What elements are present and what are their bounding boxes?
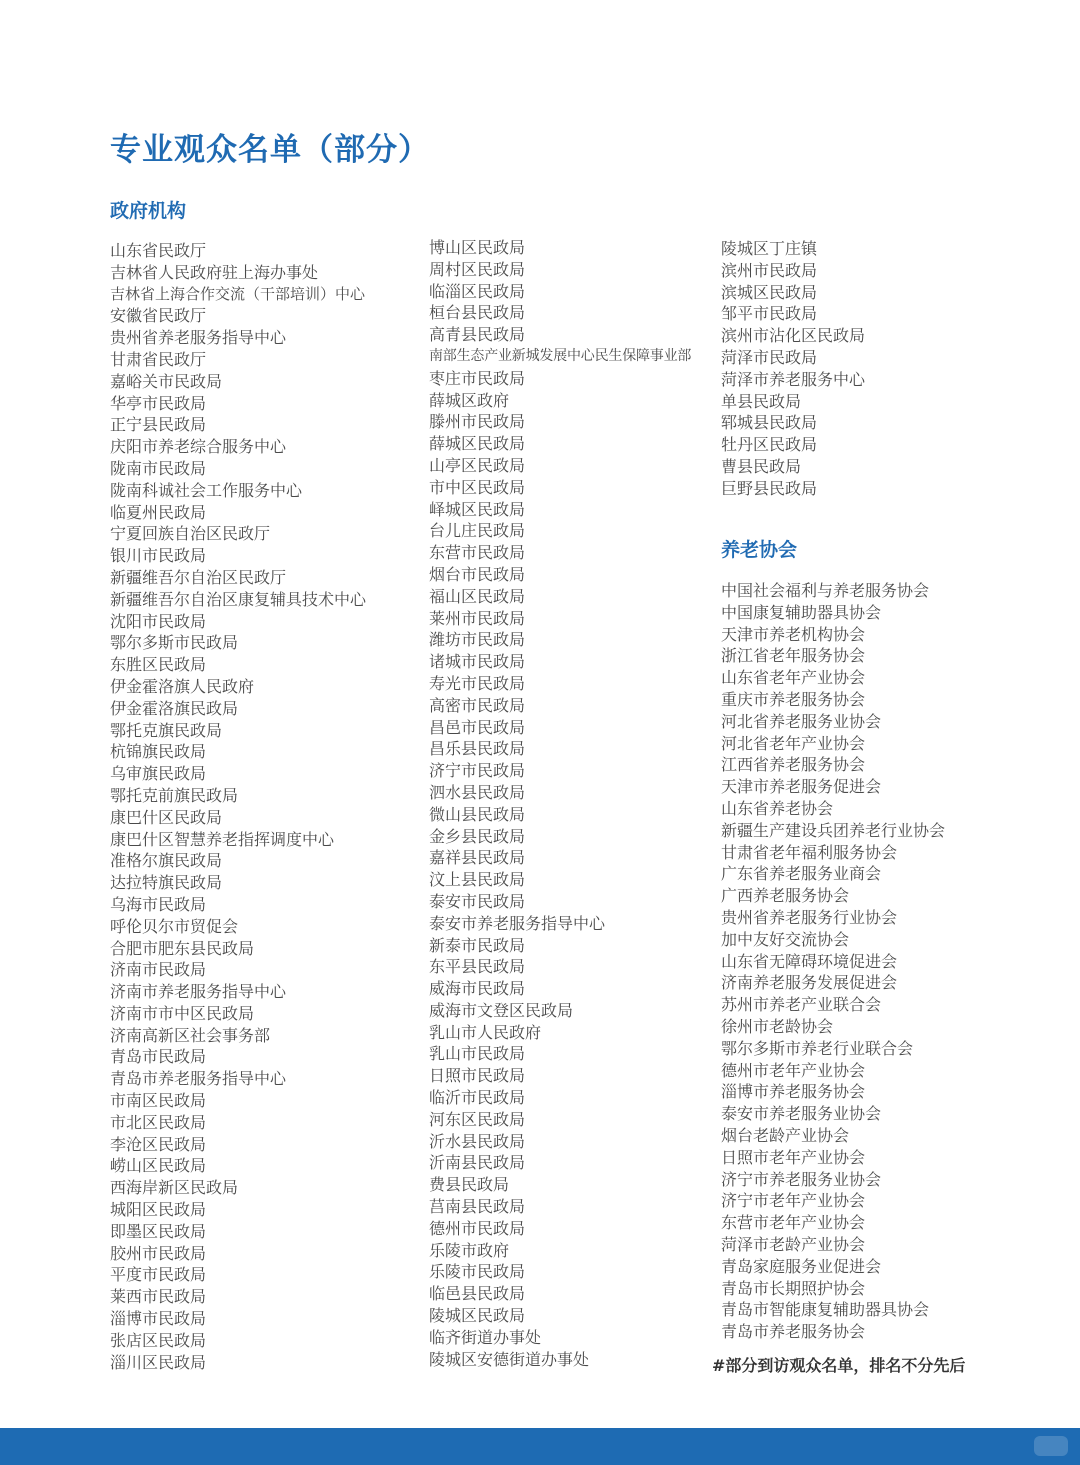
list-item: 菏泽市养老服务中心: [721, 369, 866, 389]
list-item: 沂南县民政局: [429, 1153, 526, 1173]
list-item: 乌审旗民政局: [110, 764, 207, 784]
list-item: 鄂尔多斯市民政局: [110, 633, 239, 653]
list-item: 山东省老年产业协会: [721, 668, 866, 688]
list-item: 城阳区民政局: [110, 1200, 207, 1220]
list-item: 东平县民政局: [429, 957, 526, 977]
list-item: 张店区民政局: [110, 1330, 207, 1350]
list-item: 牡丹区民政局: [721, 435, 818, 455]
list-item: 银川市民政局: [110, 546, 207, 566]
list-item: 济南高新区社会事务部: [110, 1025, 271, 1045]
list-item: 康巴什区民政局: [110, 807, 223, 827]
list-item: 新疆维吾尔自治区康复辅具技术中心: [110, 589, 367, 609]
list-item: 济南市市中区民政局: [110, 1003, 255, 1023]
list-item: 浙江省老年服务协会: [721, 646, 866, 666]
list-item: 天津市养老机构协会: [721, 624, 866, 644]
list-item: 高密市民政局: [429, 695, 526, 715]
list-item: 天津市养老服务促进会: [721, 777, 882, 797]
list-item: 东胜区民政局: [110, 655, 207, 675]
list-item: 胶州市民政局: [110, 1243, 207, 1263]
list-item: 莱州市民政局: [429, 608, 526, 628]
list-item: 河北省老年产业协会: [721, 733, 866, 753]
list-item: 宁夏回族自治区民政厅: [110, 524, 271, 544]
list-item: 曹县民政局: [721, 456, 802, 476]
association-list: [721, 580, 945, 1343]
page-title: 专业观众名单（部分）: [110, 132, 430, 168]
list-item: 陵城区丁庄镇: [721, 239, 818, 258]
list-item: 准格尔旗民政局: [110, 851, 223, 871]
list-item: 江西省养老服务协会: [721, 755, 866, 775]
list-item: 博山区民政局: [429, 238, 526, 257]
list-item: 陵城区民政局: [429, 1306, 526, 1326]
list-item: 泰安市养老服务业协会: [721, 1104, 882, 1124]
list-item: 苏州市养老产业联合会: [721, 995, 882, 1015]
government-list-column-2: [429, 237, 691, 1370]
list-item: 威海市文登区民政局: [429, 1000, 574, 1020]
list-item: 新泰市民政局: [429, 935, 526, 955]
list-item: 广西养老服务协会: [721, 886, 850, 906]
list-item: 临齐街道办事处: [429, 1327, 542, 1347]
list-item: 达拉特旗民政局: [110, 873, 223, 893]
list-item: 威海市民政局: [429, 979, 526, 999]
bottom-bar: [0, 1428, 1080, 1465]
list-item: 陵城区安德街道办事处: [429, 1349, 590, 1369]
list-item: 李沧区民政局: [110, 1134, 207, 1154]
list-item: 潍坊市民政局: [429, 630, 526, 650]
list-item: 崂山区民政局: [110, 1156, 207, 1176]
list-item: 乌海市民政局: [110, 894, 207, 914]
list-item: 山东省民政厅: [110, 241, 207, 260]
list-item: 华亭市民政局: [110, 393, 207, 413]
list-item: 乐陵市政府: [429, 1240, 510, 1260]
list-item: 巨野县民政局: [721, 478, 818, 498]
list-item: 庆阳市养老综合服务中心: [110, 437, 287, 457]
list-item: 济南市养老服务指导中心: [110, 982, 287, 1002]
list-item: 河东区民政局: [429, 1109, 526, 1129]
list-item: 新疆生产建设兵团养老行业协会: [721, 820, 946, 840]
list-item: 德州市老年产业协会: [721, 1060, 866, 1080]
list-item: 泗水县民政局: [429, 782, 526, 802]
list-item: 市中区民政局: [429, 477, 526, 497]
list-item: 鄂托克旗民政局: [110, 720, 223, 740]
list-item: 枣庄市民政局: [429, 368, 526, 388]
list-item: 临沂市民政局: [429, 1088, 526, 1108]
list-item: 青岛市民政局: [110, 1047, 207, 1067]
list-item: 济宁市养老服务业协会: [721, 1169, 882, 1189]
list-item: 青岛市长期照护协会: [721, 1278, 866, 1298]
list-item: 邹平市民政局: [721, 304, 818, 324]
list-item: 莱西市民政局: [110, 1287, 207, 1307]
list-item: 滨州市沾化区民政局: [721, 326, 866, 346]
list-item: 安徽省民政厅: [110, 306, 207, 326]
list-item: 重庆市养老服务协会: [721, 689, 866, 709]
list-item: 薛城区民政局: [429, 434, 526, 454]
list-item: 临邑县民政局: [429, 1284, 526, 1304]
list-item: 福山区民政局: [429, 586, 526, 606]
list-item: 新疆维吾尔自治区民政厅: [110, 567, 287, 587]
list-item: 呼伦贝尔市贸促会: [110, 916, 239, 936]
list-item: 乐陵市民政局: [429, 1262, 526, 1282]
list-item: 嘉祥县民政局: [429, 848, 526, 868]
list-item: 山东省无障碍环境促进会: [721, 951, 898, 971]
list-item: 峄城区民政局: [429, 499, 526, 519]
list-item: 乳山市民政局: [429, 1044, 526, 1064]
list-item: 日照市老年产业协会: [721, 1147, 866, 1167]
list-item: 市北区民政局: [110, 1112, 207, 1132]
list-item: 平度市民政局: [110, 1265, 207, 1285]
watermark-logo: [1034, 1436, 1068, 1456]
list-item: 薛城区政府: [429, 390, 510, 410]
list-item: 中国康复辅助器具协会: [721, 602, 882, 622]
list-item: 河北省养老服务业协会: [721, 711, 882, 731]
list-item: 鄂尔多斯市养老行业联合会: [721, 1038, 914, 1058]
list-item: 滨城区民政局: [721, 282, 818, 302]
list-item: 鄂托克前旗民政局: [110, 785, 239, 805]
list-item: 台儿庄民政局: [429, 521, 526, 541]
list-item: 金乡县民政局: [429, 826, 526, 846]
list-item: 徐州市老龄协会: [721, 1016, 834, 1036]
list-item: 诸城市民政局: [429, 652, 526, 672]
list-item: 烟台老龄产业协会: [721, 1125, 850, 1145]
list-item: 泰安市养老服务指导中心: [429, 913, 606, 933]
list-item: 费县民政局: [429, 1175, 510, 1195]
government-list-column-1: [110, 240, 366, 1373]
list-item: 昌邑市民政局: [429, 717, 526, 737]
list-item: 寿光市民政局: [429, 673, 526, 693]
list-item: 贵州省养老服务行业协会: [721, 907, 898, 927]
list-item: 菏泽市民政局: [721, 347, 818, 367]
list-item: 市南区民政局: [110, 1091, 207, 1111]
list-item: 郓城县民政局: [721, 413, 818, 433]
list-item: 贵州省养老服务指导中心: [110, 328, 287, 348]
list-item: 山东省养老协会: [721, 798, 834, 818]
list-item: 沂水县民政局: [429, 1131, 526, 1151]
list-item: 西海岸新区民政局: [110, 1178, 239, 1198]
list-item: 陇南市民政局: [110, 458, 207, 478]
list-item: 伊金霍洛旗人民政府: [110, 676, 255, 696]
list-item: 高青县民政局: [429, 325, 526, 345]
list-item: 菏泽市老龄产业协会: [721, 1234, 866, 1254]
list-item: 昌乐县民政局: [429, 739, 526, 759]
list-item: 淄博市养老服务协会: [721, 1082, 866, 1102]
section-heading-elderly-associations: 养老协会: [721, 539, 798, 561]
list-item: 临夏州民政局: [110, 502, 207, 522]
list-item: 滕州市民政局: [429, 412, 526, 432]
list-item: 淄川区民政局: [110, 1352, 207, 1372]
list-item: 山亭区民政局: [429, 455, 526, 475]
list-item: 吉林省上海合作交流（干部培训）中心: [110, 284, 366, 303]
list-item: 杭锦旗民政局: [110, 742, 207, 762]
list-item: 东营市老年产业协会: [721, 1213, 866, 1233]
list-item: 吉林省人民政府驻上海办事处: [110, 262, 319, 282]
list-item: 临淄区民政局: [429, 281, 526, 301]
list-item: 合肥市肥东县民政局: [110, 938, 255, 958]
list-item: 甘肃省老年福利服务协会: [721, 842, 898, 862]
list-item: 淄博市民政局: [110, 1309, 207, 1329]
list-item: 康巴什区智慧养老指挥调度中心: [110, 829, 335, 849]
list-item: 陇南科诚社会工作服务中心: [110, 480, 303, 500]
list-item: 滨州市民政局: [721, 260, 818, 280]
government-list-column-3: [721, 238, 865, 500]
list-item: 青岛市养老服务协会: [721, 1322, 866, 1342]
list-item: 甘肃省民政厅: [110, 349, 207, 369]
list-item: 青岛市智能康复辅助器具协会: [721, 1300, 930, 1320]
section-heading-government: 政府机构: [110, 200, 187, 222]
list-item: 伊金霍洛旗民政局: [110, 698, 239, 718]
list-item: 泰安市民政局: [429, 891, 526, 911]
list-item: 南部生态产业新城发展中心民生保障事业部: [429, 347, 692, 364]
list-item: 莒南县民政局: [429, 1197, 526, 1217]
list-item: 加中友好交流协会: [721, 929, 850, 949]
list-item: 沈阳市民政局: [110, 611, 207, 631]
list-item: 济南养老服务发展促进会: [721, 973, 898, 993]
list-item: 德州市民政局: [429, 1218, 526, 1238]
list-item: 青岛市养老服务指导中心: [110, 1069, 287, 1089]
list-item: 济宁市老年产业协会: [721, 1191, 866, 1211]
list-item: 桓台县民政局: [429, 303, 526, 323]
footnote: #部分到访观众名单，排名不分先后: [712, 1356, 966, 1375]
list-item: 济南市民政局: [110, 960, 207, 980]
list-item: 青岛家庭服务业促进会: [721, 1256, 882, 1276]
list-item: 乳山市人民政府: [429, 1022, 542, 1042]
list-item: 单县民政局: [721, 391, 802, 411]
list-item: 烟台市民政局: [429, 564, 526, 584]
list-item: 微山县民政局: [429, 804, 526, 824]
list-item: 即墨区民政局: [110, 1221, 207, 1241]
list-item: 汶上县民政局: [429, 870, 526, 890]
list-item: 周村区民政局: [429, 259, 526, 279]
list-item: 东营市民政局: [429, 543, 526, 563]
list-item: 日照市民政局: [429, 1066, 526, 1086]
list-item: 济宁市民政局: [429, 761, 526, 781]
list-item: 中国社会福利与养老服务协会: [721, 581, 930, 600]
list-item: 正宁县民政局: [110, 415, 207, 435]
list-item: 广东省养老服务业商会: [721, 864, 882, 884]
list-item: 嘉峪关市民政局: [110, 371, 223, 391]
